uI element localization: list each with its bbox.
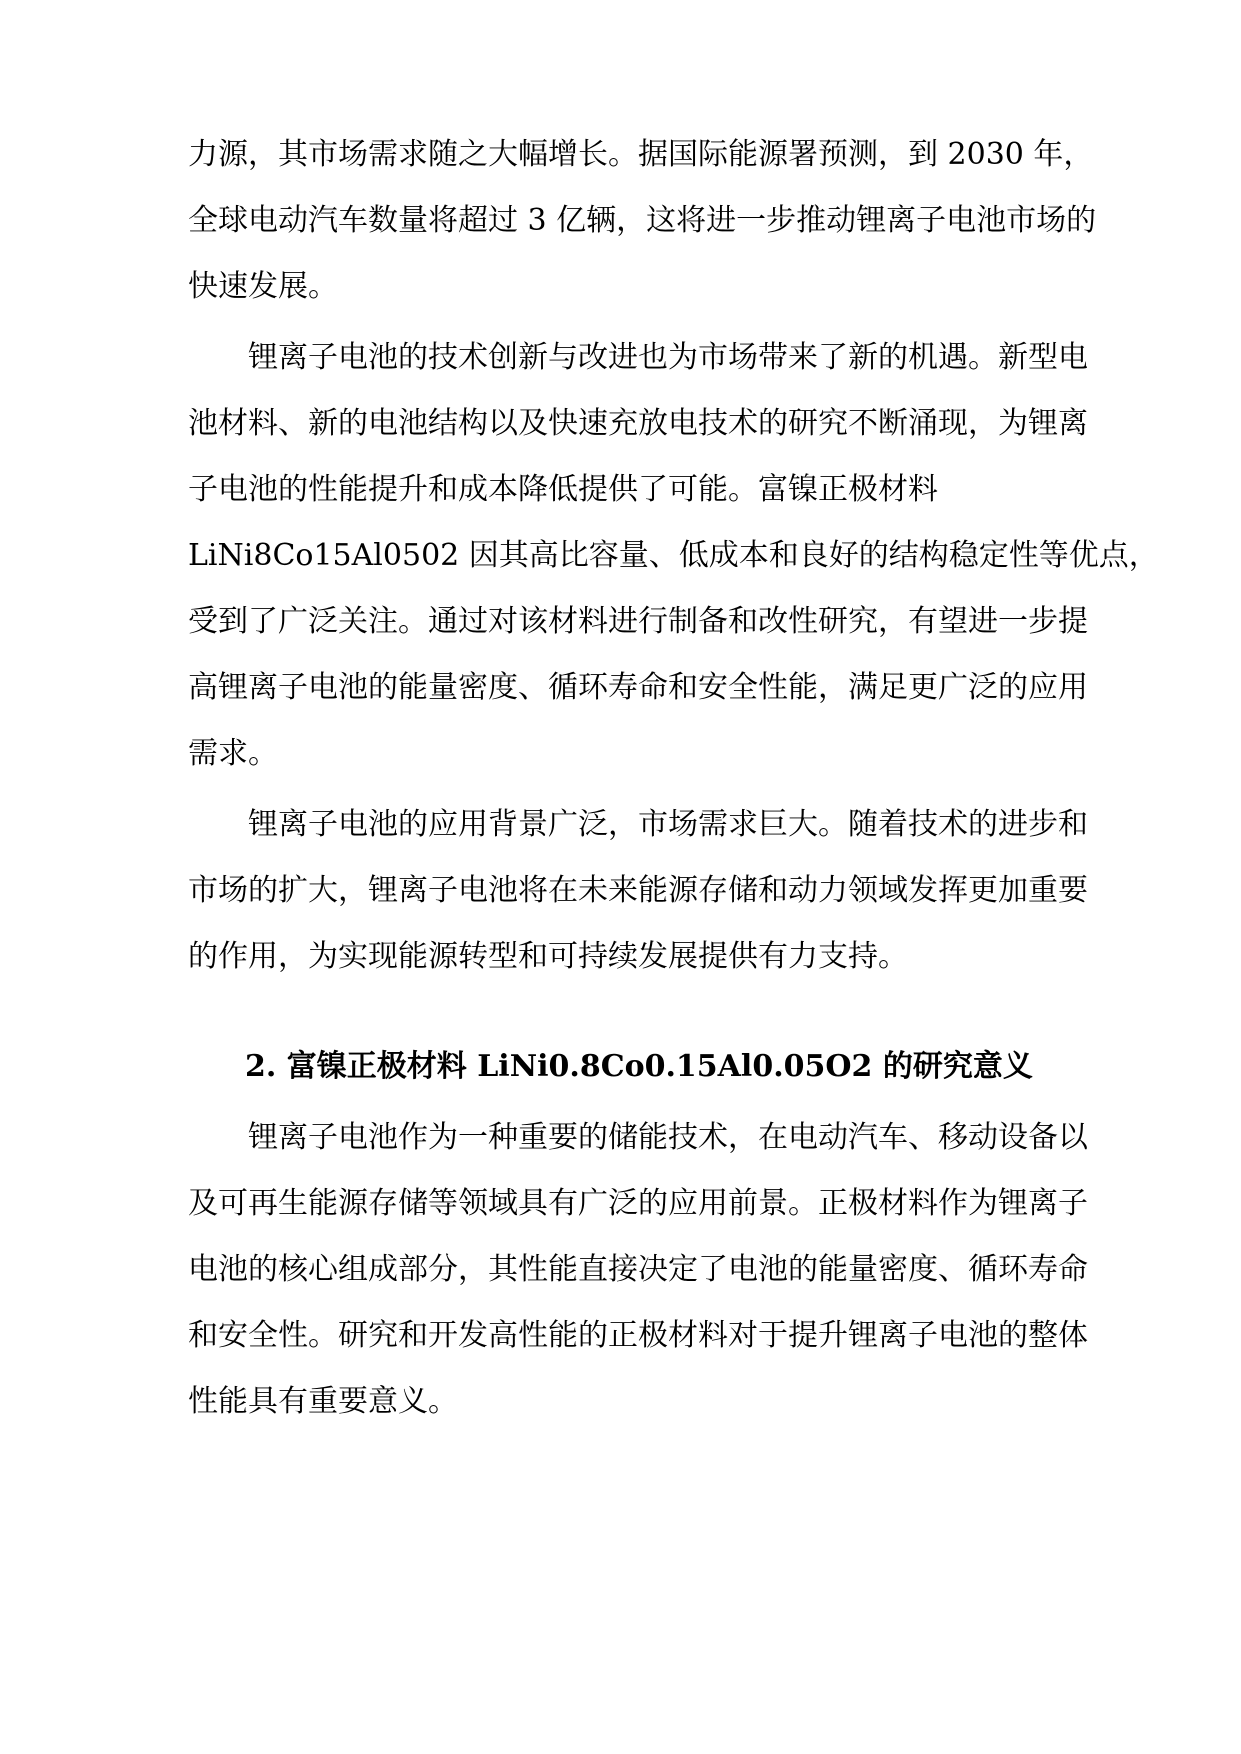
paragraph-line: 高锂离子电池的能量密度、循环寿命和安全性能，满足更广泛的应用 (188, 670, 1088, 705)
paragraph-line: 快速发展。 (188, 269, 338, 304)
paragraph-line: 受到了广泛关注。通过对该材料进行制备和改性研究，有望进一步提 (188, 604, 1088, 639)
paragraph-line: 锂离子电池的应用背景广泛，市场需求巨大。随着技术的进步和 (248, 807, 1088, 842)
paragraph-line: 力源，其市场需求随之大幅增长。据国际能源署预测，到 2030 年， (188, 137, 1094, 172)
paragraph-line: 性能具有重要意义。 (188, 1384, 458, 1419)
paragraph-line: 及可再生能源存储等领域具有广泛的应用前景。正极材料作为锂离子 (188, 1186, 1088, 1221)
paragraph-line: 电池的核心组成部分，其性能直接决定了电池的能量密度、循环寿命 (188, 1252, 1088, 1287)
paragraph-line: LiNi8Co15Al0502 因其高比容量、低成本和良好的结构稳定性等优点， (188, 538, 1159, 573)
section-heading: 2. 富镍正极材料 LiNi0.8Co0.15Al0.05O2 的研究意义 (245, 1049, 1033, 1084)
paragraph-line: 子电池的性能提升和成本降低提供了可能。富镍正极材料 (188, 472, 938, 507)
paragraph-line: 锂离子电池作为一种重要的储能技术，在电动汽车、移动设备以 (248, 1120, 1088, 1155)
paragraph-line: 锂离子电池的技术创新与改进也为市场带来了新的机遇。新型电 (248, 340, 1088, 375)
paragraph-line: 的作用，为实现能源转型和可持续发展提供有力支持。 (188, 939, 908, 974)
paragraph-line: 市场的扩大，锂离子电池将在未来能源存储和动力领域发挥更加重要 (188, 873, 1088, 908)
paragraph-line: 全球电动汽车数量将超过 3 亿辆，这将进一步推动锂离子电池市场的 (188, 203, 1097, 238)
paragraph-line: 和安全性。研究和开发高性能的正极材料对于提升锂离子电池的整体 (188, 1318, 1088, 1353)
paragraph-line: 池材料、新的电池结构以及快速充放电技术的研究不断涌现，为锂离 (188, 406, 1088, 441)
paragraph-line: 需求。 (188, 736, 278, 771)
